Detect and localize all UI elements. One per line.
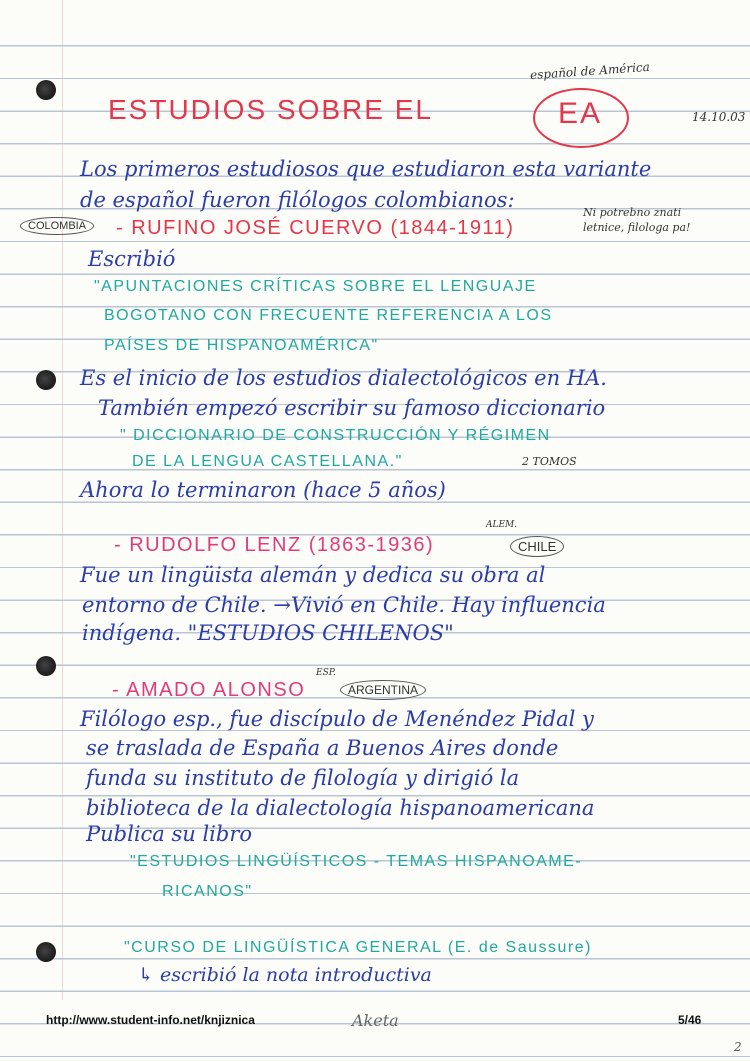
cuervo-work-line: "APUNTACIONES CRÍTICAS SOBRE EL LENGUAJE [94, 278, 537, 295]
cuervo-note: También empezó escribir su famoso diccionario [98, 396, 606, 420]
cuervo-heading: - RUFINO JOSÉ CUERVO (1844-1911) [116, 217, 515, 239]
binder-hole [36, 656, 56, 676]
escribio: Escribió [88, 247, 176, 271]
lenz-text: indígena. "ESTUDIOS CHILENOS" [82, 621, 454, 645]
alonso-text: Publica su libro [86, 822, 253, 846]
footer-url[interactable]: http://www.student-info.net/knjiznica [46, 1013, 255, 1027]
title-circled-text: EA [558, 97, 603, 130]
alonso-text: funda su instituto de filología y dirigió la [86, 766, 520, 790]
cuervo-note: Es el inicio de los estudios dialectológicos en HA. [80, 366, 607, 390]
tag-chile: CHILE [510, 536, 564, 557]
margin-line [62, 0, 63, 1000]
binder-hole [36, 80, 56, 100]
cuervo-work-line: BOGOTANO CON FRECUENTE REFERENCIA A LOS [104, 307, 553, 324]
tomos-note: 2 TOMOS [522, 455, 577, 468]
alonso-book: RICANOS" [162, 883, 253, 900]
side-note: letnice, filologa pa! [583, 221, 691, 234]
alonso-text: se traslada de España a Buenos Aires donde [86, 736, 559, 760]
alonso-superscript: ESP. [316, 668, 336, 678]
page-number: 5/46 [678, 1013, 702, 1027]
corner-number: 2 [734, 1040, 742, 1054]
dictionary-line: " DICCIONARIO DE CONSTRUCCIÓN Y RÉGIMEN [120, 427, 551, 444]
lenz-text: Fue un lingüista alemán y dedica su obra al [80, 563, 546, 587]
brand-logo: Aketa [352, 1011, 399, 1030]
alonso-book: "ESTUDIOS LINGÜÍSTICOS - TEMAS HISPANOAME- [130, 853, 583, 870]
alonso-curso: "CURSO DE LINGÜÍSTICA GENERAL (E. de Saussure) [124, 939, 592, 956]
date: 14.10.03 [692, 110, 746, 124]
binder-hole [36, 942, 56, 962]
binder-hole [36, 370, 56, 390]
alonso-curso-note: ↳ escribió la nota introductiva [138, 964, 432, 986]
dictionary-line: DE LA LENGUA CASTELLANA." [132, 453, 403, 470]
intro-line: de español fueron filólogos colombianos: [80, 188, 515, 212]
side-note: Ni potrebno znati [583, 206, 682, 219]
annotation-top: español de América [529, 59, 651, 83]
alonso-text: Filólogo esp., fue discípulo de Menéndez Pidal y [80, 707, 594, 731]
alonso-heading: - AMADO ALONSO [112, 679, 306, 701]
alonso-text: biblioteca de la dialectología hispanoamericana [86, 796, 595, 820]
lenz-heading: - RUDOLFO LENZ (1863-1936) [114, 534, 435, 556]
page-title: ESTUDIOS SOBRE EL [108, 94, 433, 125]
lenz-text: entorno de Chile. →Vivió en Chile. Hay influencia [82, 593, 606, 617]
tag-argentina: ARGENTINA [340, 680, 426, 700]
tag-colombia: COLOMBIA [20, 217, 94, 235]
cuervo-after: Ahora lo terminaron (hace 5 años) [80, 478, 446, 502]
intro-line: Los primeros estudiosos que estudiaron esta variante [80, 157, 652, 181]
lenz-superscript: ALEM. [486, 520, 518, 530]
cuervo-work-line: PAÍSES DE HISPANOAMÉRICA" [104, 337, 379, 354]
